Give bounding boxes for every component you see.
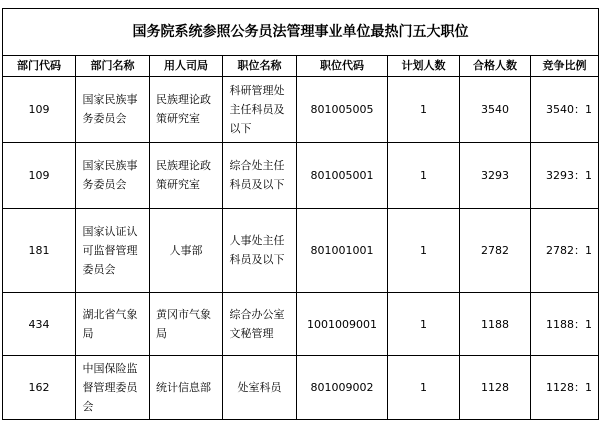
cell-qualified: 3293 xyxy=(460,143,531,209)
cell-dept-name: 国家民族事务委员会 xyxy=(76,143,150,209)
table-row xyxy=(3,143,599,209)
table-row xyxy=(3,293,599,356)
header-row xyxy=(3,56,599,77)
cell-dept-code: 434 xyxy=(3,293,76,356)
cell-position-code: 801009002 xyxy=(297,356,388,420)
table-row xyxy=(3,209,599,293)
cell-position: 人事处主任科员及以下 xyxy=(223,209,297,293)
header-qualified: 合格人数 xyxy=(460,56,531,77)
cell-position: 科研管理处主任科员及以下 xyxy=(223,77,297,143)
cell-dept-name: 湖北省气象局 xyxy=(76,293,150,356)
cell-dept-name: 国家认证认可监督管理委员会 xyxy=(76,209,150,293)
cell-position-code: 801005001 xyxy=(297,143,388,209)
cell-dept-code: 109 xyxy=(3,143,76,209)
cell-dept-code: 162 xyxy=(3,356,76,420)
cell-qualified: 2782 xyxy=(460,209,531,293)
cell-ratio: 2782：1 xyxy=(531,209,599,293)
table-row xyxy=(3,356,599,420)
cell-ratio: 3540：1 xyxy=(531,77,599,143)
cell-bureau: 统计信息部 xyxy=(150,356,223,420)
cell-planned: 1 xyxy=(388,209,460,293)
cell-position-code: 801001001 xyxy=(297,209,388,293)
cell-qualified: 1128 xyxy=(460,356,531,420)
cell-ratio: 1128：1 xyxy=(531,356,599,420)
cell-bureau: 民族理论政策研究室 xyxy=(150,143,223,209)
cell-position: 综合办公室文秘管理 xyxy=(223,293,297,356)
table-row xyxy=(3,77,599,143)
header-ratio: 竞争比例 xyxy=(531,56,599,77)
header-dept-name: 部门名称 xyxy=(76,56,150,77)
jobs-table xyxy=(2,8,599,420)
cell-position: 处室科员 xyxy=(223,356,297,420)
header-dept-code: 部门代码 xyxy=(3,56,76,77)
cell-qualified: 1188 xyxy=(460,293,531,356)
header-position: 职位名称 xyxy=(223,56,297,77)
cell-position-code: 1001009001 xyxy=(297,293,388,356)
cell-ratio: 3293：1 xyxy=(531,143,599,209)
cell-planned: 1 xyxy=(388,143,460,209)
cell-qualified: 3540 xyxy=(460,77,531,143)
cell-bureau: 民族理论政策研究室 xyxy=(150,77,223,143)
cell-dept-code: 109 xyxy=(3,77,76,143)
cell-dept-name: 国家民族事务委员会 xyxy=(76,77,150,143)
cell-bureau: 黄冈市气象局 xyxy=(150,293,223,356)
cell-position-code: 801005005 xyxy=(297,77,388,143)
cell-ratio: 1188：1 xyxy=(531,293,599,356)
cell-planned: 1 xyxy=(388,77,460,143)
header-planned: 计划人数 xyxy=(388,56,460,77)
cell-planned: 1 xyxy=(388,293,460,356)
cell-dept-code: 181 xyxy=(3,209,76,293)
table-title: 国务院系统参照公务员法管理事业单位最热门五大职位 xyxy=(3,9,599,56)
header-bureau: 用人司局 xyxy=(150,56,223,77)
cell-bureau: 人事部 xyxy=(150,209,223,293)
cell-dept-name: 中国保险监督管理委员会 xyxy=(76,356,150,420)
jobs-table-container xyxy=(2,8,598,420)
header-position-code: 职位代码 xyxy=(297,56,388,77)
cell-planned: 1 xyxy=(388,356,460,420)
cell-position: 综合处主任科员及以下 xyxy=(223,143,297,209)
